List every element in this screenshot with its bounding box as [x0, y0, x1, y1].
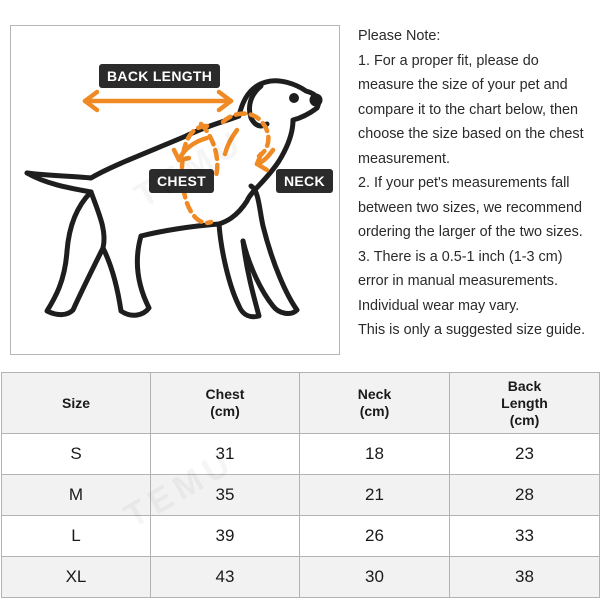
notes-line: error in manual measurements. — [358, 273, 558, 289]
size-chart-table — [1, 372, 600, 598]
table-row — [2, 475, 600, 516]
cell-size: S — [2, 434, 151, 475]
notes-line: Individual wear may vary. — [358, 297, 520, 314]
header-neck: Neck (cm) — [300, 373, 450, 434]
cell-back-length: 28 — [450, 475, 600, 516]
cell-size: XL — [2, 557, 151, 598]
cell-neck: 26 — [300, 516, 450, 557]
notes-line: 3. There is a 0.5-1 inch (1-3 cm) — [358, 248, 563, 265]
dog-measurement-diagram — [10, 25, 340, 355]
table-row — [2, 516, 600, 557]
notes-line: compare it to the chart below, then — [358, 101, 578, 118]
notes-line: This is only a suggested size guide. — [358, 322, 586, 338]
cell-chest: 35 — [151, 475, 300, 516]
header-size: Size — [2, 373, 151, 434]
table-row — [2, 434, 600, 475]
back-length-label: BACK LENGTH — [99, 64, 220, 88]
notes-line: ordering the larger of the two sizes. — [358, 224, 583, 240]
cell-chest: 31 — [151, 434, 300, 475]
table-row — [2, 557, 600, 598]
measurement-notes — [358, 24, 598, 343]
cell-chest: 39 — [151, 516, 300, 557]
chest-label: CHEST — [149, 169, 214, 193]
notes-heading: Please Note: — [358, 28, 441, 44]
notes-line: 1. For a proper fit, please do — [358, 52, 539, 69]
notes-line: choose the size based on the chest — [358, 126, 584, 142]
cell-neck: 30 — [300, 557, 450, 598]
cell-back-length: 23 — [450, 434, 600, 475]
header-back-length: Back Length (cm) — [450, 373, 600, 434]
notes-line: measurement. — [358, 150, 450, 167]
cell-neck: 21 — [300, 475, 450, 516]
cell-neck: 18 — [300, 434, 450, 475]
table-header-row — [2, 373, 600, 434]
neck-label: NECK — [276, 169, 333, 193]
cell-back-length: 33 — [450, 516, 600, 557]
cell-back-length: 38 — [450, 557, 600, 598]
notes-line: 2. If your pet's measurements fall — [358, 175, 570, 191]
cell-size: M — [2, 475, 151, 516]
header-chest: Chest (cm) — [151, 373, 300, 434]
notes-line: between two sizes, we recommend — [358, 199, 582, 216]
cell-chest: 43 — [151, 557, 300, 598]
cell-size: L — [2, 516, 151, 557]
notes-line: measure the size of your pet and — [358, 77, 568, 93]
